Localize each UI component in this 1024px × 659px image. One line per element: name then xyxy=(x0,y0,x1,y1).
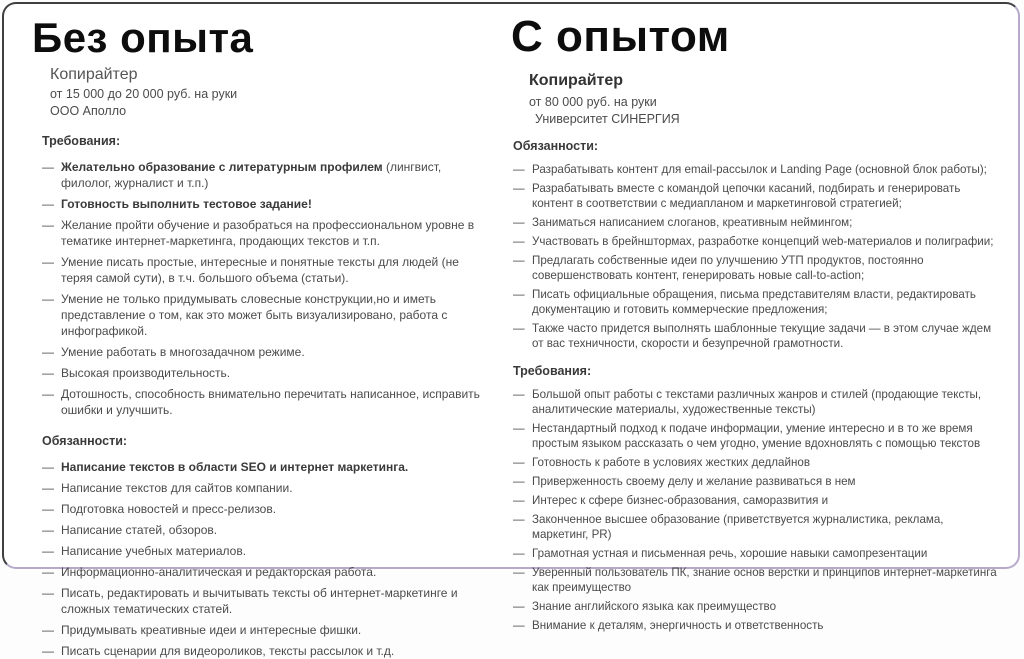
bullet-item xyxy=(513,387,1002,417)
bullet-text: Писать сценарии для видеороликов, тексты рассылок и т.д. xyxy=(61,644,395,659)
bullet-item xyxy=(42,344,489,360)
bullet-text: Нестандартный подход к подаче информации, умение интересно и в то же время простым языком рассказать о чем угодно, умение вдохновлять с помощью текстов xyxy=(532,422,981,451)
bullet-text: Написание статей, обзоров. xyxy=(61,523,218,538)
company-name: Университет СИНЕРГИЯ xyxy=(535,112,680,127)
bullet-item xyxy=(513,512,1002,542)
vacancy-comparison-page xyxy=(2,2,1020,659)
bullet-text: Законченное высшее образование (приветствуется журналистика, реклама, маркетинг, PR) xyxy=(532,513,944,542)
bullet-text: Грамотная устная и письменная речь, хорошие навыки самопрезентации xyxy=(532,547,928,561)
section-heading: Обязанности: xyxy=(42,434,128,449)
bullet-dash: — xyxy=(513,288,525,302)
bullet-dash: — xyxy=(42,292,54,307)
bullet-text: Дотошность, способность внимательно перечитать написанное, исправить ошибки и улучшить. xyxy=(61,387,480,418)
bullet-dash: — xyxy=(513,619,525,633)
bullet-item xyxy=(42,159,489,191)
job-title: Копирайтер xyxy=(50,66,138,84)
bullet-dash: — xyxy=(513,456,525,470)
bullet-item xyxy=(42,522,489,538)
column-title: Без опыта xyxy=(32,14,254,61)
bullet-text: Большой опыт работы с текстами различных жанров и стилей (продающие тексты, аналитические материалы, художественные тексты) xyxy=(532,388,982,417)
bullet-dash: — xyxy=(42,460,54,475)
bullet-dash: — xyxy=(42,481,54,496)
bullet-dash: — xyxy=(513,547,525,561)
bullet-text: Также часто придется выполнять шаблонные текущие задачи — в этом случае ждем от вас техничности, скорости и безупречной грамотности. xyxy=(532,322,992,351)
bullet-item xyxy=(513,253,1002,283)
bullet-dash: — xyxy=(42,523,54,538)
bullet-text: Интерес к сфере бизнес-образования, саморазвития и xyxy=(532,494,829,508)
bullet-text: Уверенный пользователь ПК, знание основ верстки и принципов интернет-маркетинга как преимущество xyxy=(532,566,997,595)
bullet-text: Готовность к работе в условиях жестких дедлайнов xyxy=(532,456,810,470)
salary-text: от 15 000 до 20 000 руб. на руки xyxy=(50,87,238,102)
vacancy-header xyxy=(50,66,489,118)
bullet-text: Написание текстов для сайтов компании. xyxy=(61,481,293,496)
bullet-dash: — xyxy=(42,366,54,381)
bullet-item xyxy=(42,386,489,418)
bullet-item xyxy=(42,365,489,381)
bullet-text: Внимание к деталям, энергичность и ответственность xyxy=(532,619,824,633)
bullet-text: Разрабатывать контент для email-рассылок и Landing Page (основной блок работы); xyxy=(532,163,987,177)
bullet-dash: — xyxy=(42,544,54,559)
bullet-dash: — xyxy=(513,322,525,336)
bullet-item xyxy=(513,162,1002,177)
bullet-text: Подготовка новостей и пресс-релизов. xyxy=(61,502,277,517)
bullet-text: Умение писать простые, интересные и понятные тексты для людей (не теряя самой сути), в т.ч. большого объема (статьи). xyxy=(61,255,459,286)
bullet-dash: — xyxy=(42,502,54,517)
bullet-text: Придумывать креативные идеи и интересные фишки. xyxy=(61,623,362,638)
bullet-text: Умение не только придумывать словесные конструкции,но и иметь представление о том, как это может быть визуализировано, работа с инфографикой. xyxy=(61,292,448,339)
bullet-item xyxy=(513,287,1002,317)
bullet-text: Умение работать в многозадачном режиме. xyxy=(61,345,305,360)
bullet-dash: — xyxy=(513,494,525,508)
bullet-item xyxy=(42,217,489,249)
section-heading: Требования: xyxy=(513,364,592,379)
bullet-text: Писать официальные обращения, письма представителям власти, редактировать документацию и готовить коммерческие предложения; xyxy=(532,288,976,317)
column-no-experience xyxy=(4,4,499,659)
bullet-text: Желание пройти обучение и разобраться на профессиональном уровне в тематике интернет-маркетинга, продающих текстов и т.п. xyxy=(61,218,475,249)
bullet-dash: — xyxy=(513,254,525,268)
bullet-dash: — xyxy=(42,387,54,402)
bullet-item xyxy=(42,643,489,659)
bullet-dash: — xyxy=(42,644,54,659)
salary-text: от 80 000 руб. на руки xyxy=(529,95,657,110)
bullet-text: Знание английского языка как преимущество xyxy=(532,600,777,614)
bullet-item xyxy=(42,480,489,496)
bullet-text: Участвовать в брейнштормах, разработке концепций web-материалов и полиграфии; xyxy=(532,235,994,249)
bullet-dash: — xyxy=(513,475,525,489)
bullet-dash: — xyxy=(513,235,525,249)
bullet-dash: — xyxy=(513,566,525,580)
bullet-item xyxy=(42,254,489,286)
bullet-text: Заниматься написанием слоганов, креативным неймингом; xyxy=(532,216,853,230)
bullet-item xyxy=(513,599,1002,614)
vacancy-sections xyxy=(513,139,1002,633)
section-heading: Обязанности: xyxy=(513,139,599,154)
bullet-item xyxy=(513,181,1002,211)
bullet-item xyxy=(513,321,1002,351)
bullet-item xyxy=(42,501,489,517)
bullet-text: Высокая производительность. xyxy=(61,366,231,381)
bullet-dash: — xyxy=(42,160,54,175)
bullet-item xyxy=(513,421,1002,451)
bullet-dash: — xyxy=(42,218,54,233)
bullet-text: Разрабатывать вместе с командой цепочки касаний, подбирать и генерировать контент в соответствии с медиапланом и маркетинговой стратегией; xyxy=(532,182,961,211)
bullet-text: Предлагать собственные идеи по улучшению УТП продуктов, постоянно совершенствовать контент, генерировать новые call-to-action; xyxy=(532,254,924,283)
bullet-text: Информационно-аналитическая и редакторская работа. xyxy=(61,565,377,580)
bullet-dash: — xyxy=(513,216,525,230)
bullet-dash: — xyxy=(513,513,525,527)
bullet-item xyxy=(513,474,1002,489)
bullet-item xyxy=(42,543,489,559)
bullet-dash: — xyxy=(513,422,525,436)
bullet-dash: — xyxy=(42,345,54,360)
column-title: С опытом xyxy=(511,12,730,61)
bullet-item xyxy=(513,618,1002,633)
bullet-item xyxy=(513,455,1002,470)
column-with-experience xyxy=(499,4,1018,633)
vacancy-sections xyxy=(42,134,489,659)
bullet-dash: — xyxy=(42,586,54,601)
bullet-item xyxy=(42,622,489,638)
bullet-text: Готовность выполнить тестовое задание! xyxy=(61,197,312,212)
bullet-item xyxy=(513,493,1002,508)
bullet-text: Приверженность своему делу и желание развиваться в нем xyxy=(532,475,856,489)
bullet-item xyxy=(42,291,489,339)
bullet-item xyxy=(513,234,1002,249)
bullet-dash: — xyxy=(513,600,525,614)
bullet-item xyxy=(513,215,1002,230)
bullet-text: Писать, редактировать и вычитывать тексты об интернет-маркетинге и сложных тематических статей. xyxy=(61,586,458,617)
bullet-item xyxy=(42,196,489,212)
section-heading: Требования: xyxy=(42,134,121,149)
bullet-text: Желательно образование с литературным профилем (лингвист, филолог, журналист и т.п.) xyxy=(61,160,442,191)
bullet-text: Написание учебных материалов. xyxy=(61,544,247,559)
bullet-dash: — xyxy=(42,565,54,580)
company-name: ООО Аполло xyxy=(50,104,127,119)
bullet-item xyxy=(42,459,489,475)
job-title: Копирайтер xyxy=(529,72,624,90)
bullet-dash: — xyxy=(513,163,525,177)
bullet-dash: — xyxy=(513,388,525,402)
bullet-dash: — xyxy=(42,255,54,270)
bullet-text: Написание текстов в области SEO и интернет маркетинга. xyxy=(61,460,409,475)
bullet-item xyxy=(513,546,1002,561)
vacancy-header xyxy=(529,72,1002,126)
bullet-dash: — xyxy=(42,197,54,212)
bullet-dash: — xyxy=(42,623,54,638)
bullet-item xyxy=(513,565,1002,595)
bullet-dash: — xyxy=(513,182,525,196)
bullet-item xyxy=(42,564,489,580)
bullet-item xyxy=(42,585,489,617)
